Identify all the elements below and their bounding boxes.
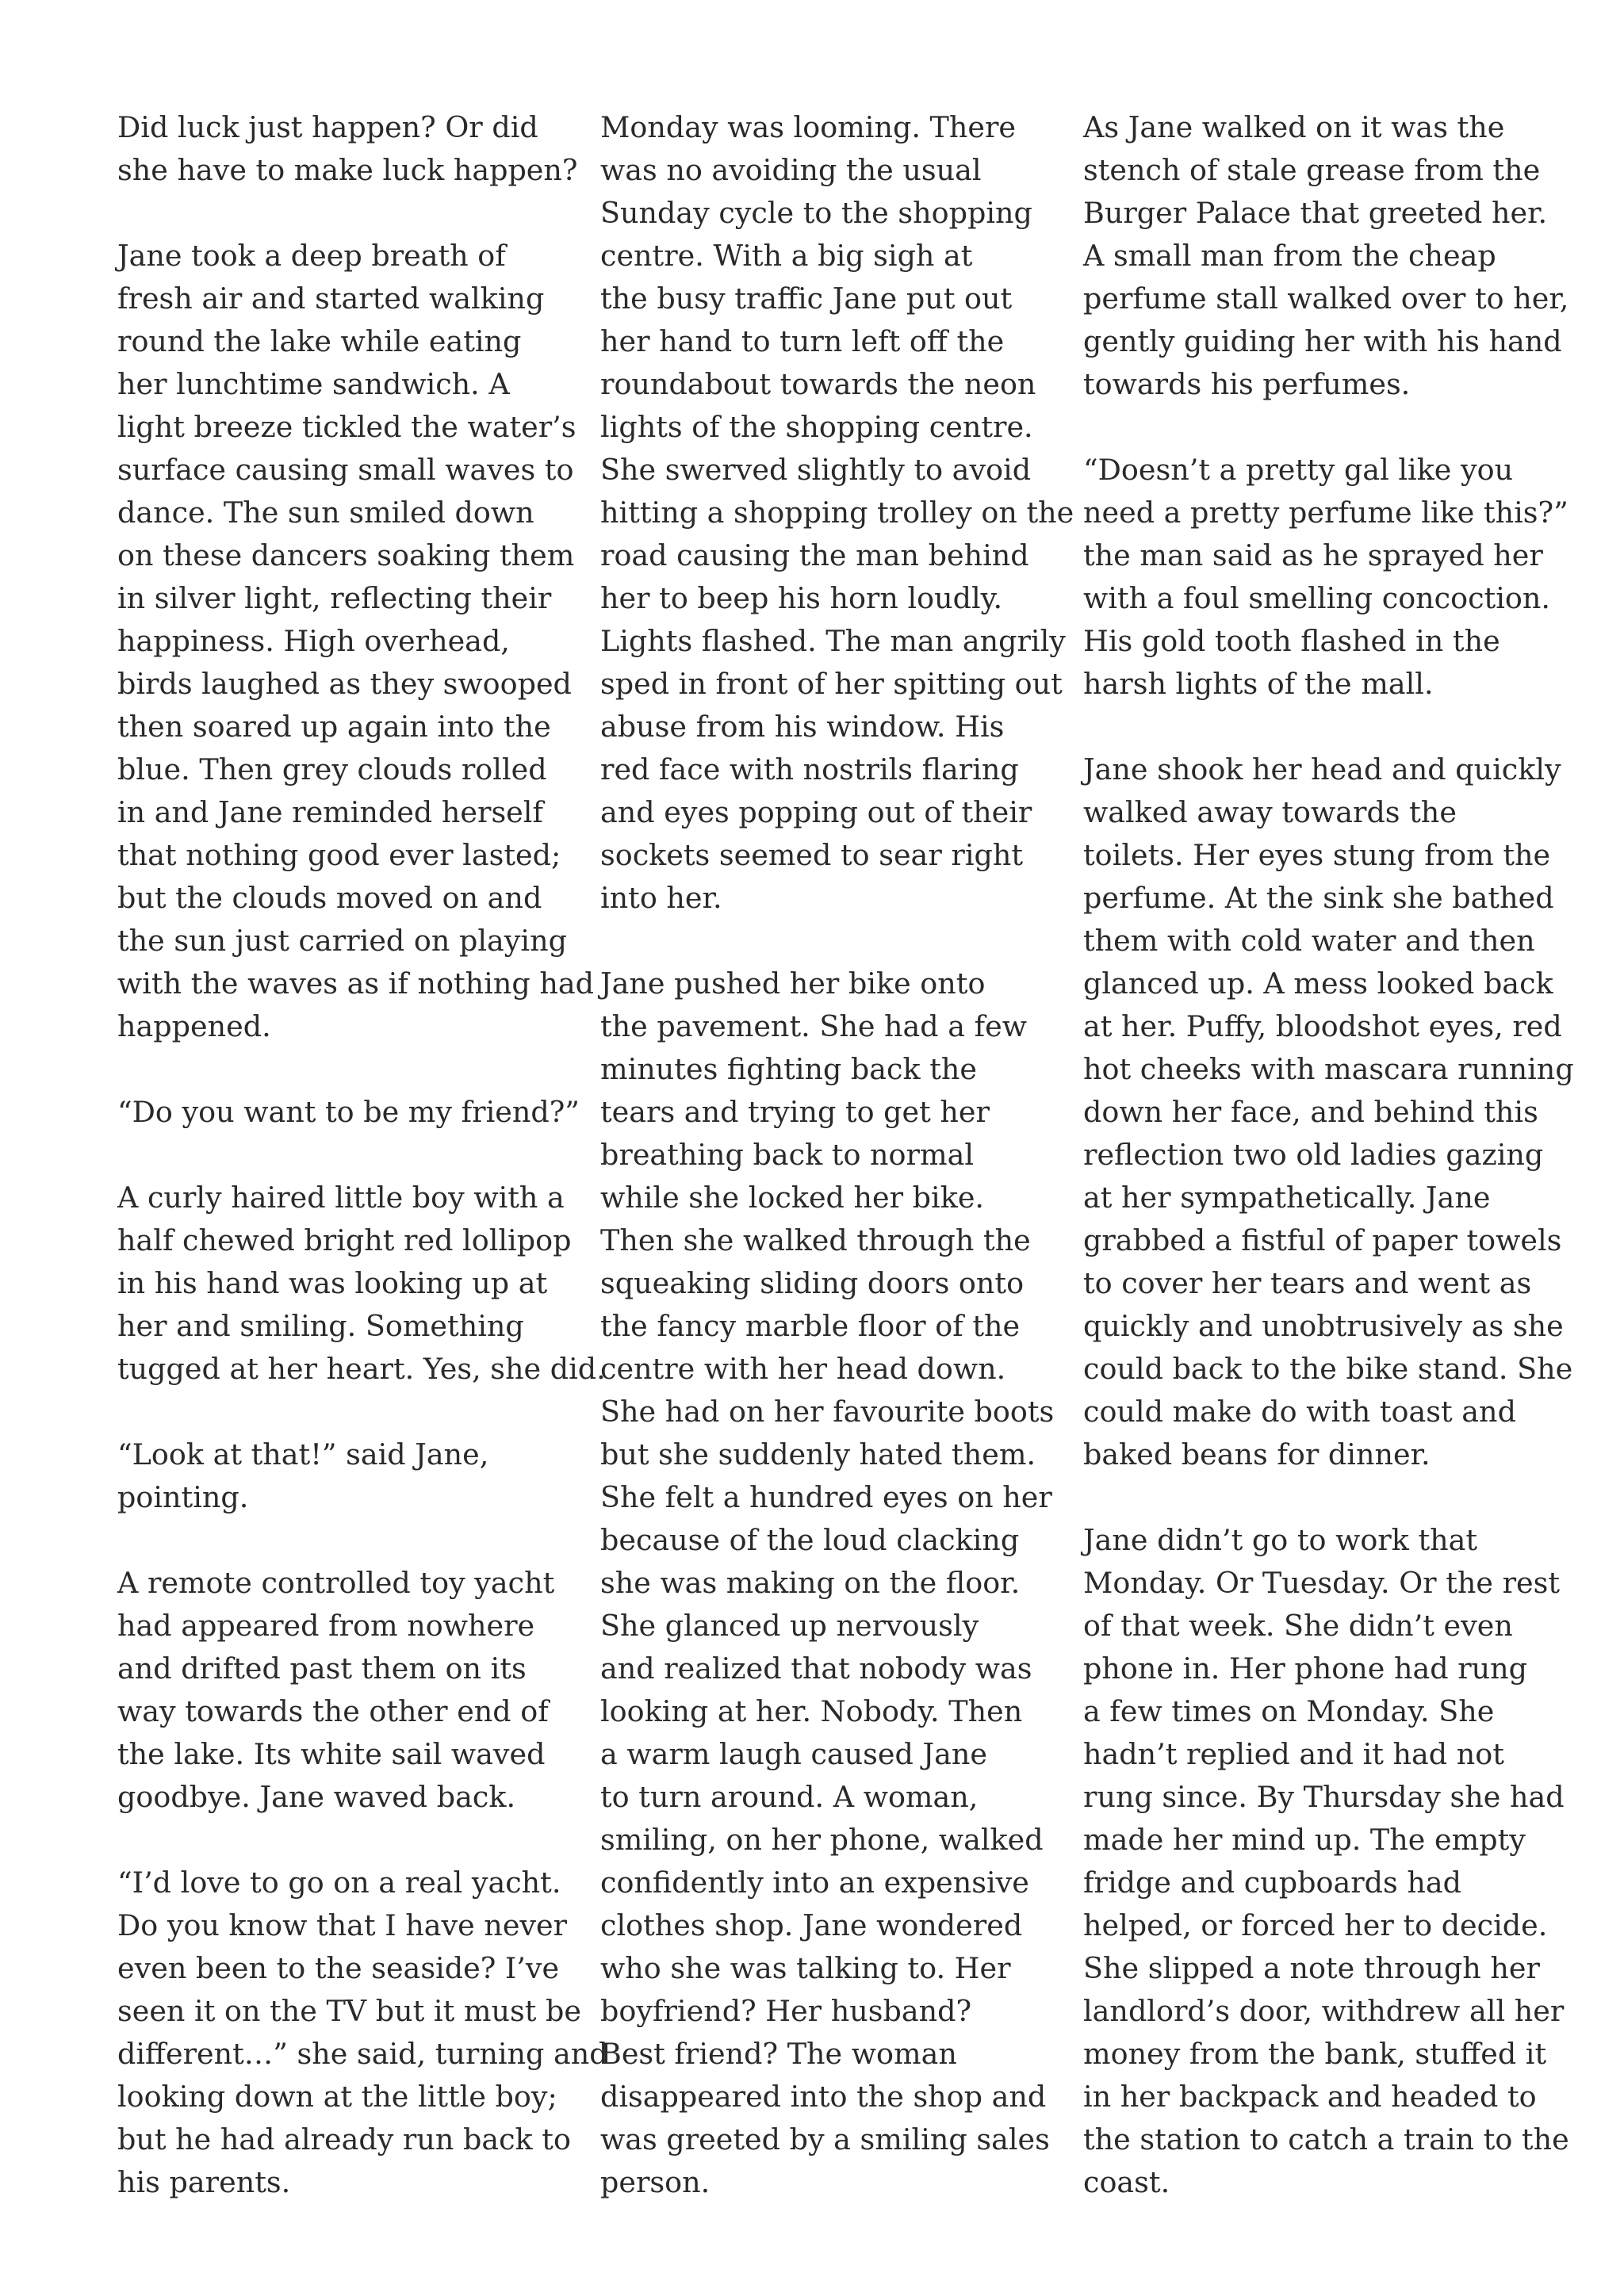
- text-line: that nothing good ever lasted;: [117, 838, 561, 872]
- paragraph: [600, 106, 1074, 920]
- text-line: even been to the seaside? I’ve: [117, 1951, 560, 1985]
- text-line: She swerved slightly to avoid: [600, 453, 1032, 487]
- text-line: light breeze tickled the water’s: [117, 410, 576, 444]
- text-line: She had on her favourite boots: [600, 1395, 1055, 1429]
- text-line: happened.: [117, 1009, 271, 1043]
- text-line: with a foul smelling concoction.: [1083, 581, 1550, 615]
- text-line: abuse from his window. His: [600, 710, 1005, 744]
- text-line: down her face, and behind this: [1083, 1095, 1538, 1129]
- text-line: the fancy marble floor of the: [600, 1309, 1021, 1343]
- text-line: of that week. She didn’t even: [1083, 1609, 1513, 1643]
- text-line: the lake. Its white sail waved: [117, 1737, 546, 1771]
- text-line: toilets. Her eyes stung from the: [1083, 838, 1551, 872]
- paragraph: [1083, 748, 1574, 1476]
- paragraph: [1083, 106, 1569, 406]
- text-line: in his hand was looking up at: [117, 1266, 548, 1300]
- text-line: Jane shook her head and quickly: [1083, 752, 1561, 786]
- text-line: different…” she said, turning and: [117, 2037, 608, 2071]
- text-line: person.: [600, 2165, 710, 2199]
- text-line: her hand to turn left off the: [600, 324, 1005, 358]
- paragraph-gap: [117, 1819, 569, 1862]
- paragraph-gap: [1083, 1476, 1535, 1519]
- text-line: Jane didn’t go to work that: [1083, 1523, 1478, 1557]
- text-line: lights of the shopping centre.: [600, 410, 1033, 444]
- text-line: Burger Palace that greeted her.: [1083, 196, 1548, 230]
- text-line: the station to catch a train to the: [1083, 2122, 1569, 2156]
- text-line: towards his perfumes.: [1083, 367, 1411, 401]
- text-line: centre. With a big sigh at: [600, 239, 973, 273]
- text-line: grabbed a fistful of paper towels: [1083, 1223, 1562, 1257]
- text-line: was no avoiding the usual: [600, 153, 982, 187]
- text-line: fresh air and started walking: [117, 281, 545, 316]
- text-line: the pavement. She had a few: [600, 1009, 1027, 1043]
- text-line: Do you know that I have never: [117, 1908, 568, 1942]
- text-line: Monday was looming. There: [600, 110, 1017, 144]
- text-line: perfume stall walked over to her,: [1083, 281, 1569, 316]
- text-line: way towards the other end of: [117, 1694, 549, 1728]
- text-line: hot cheeks with mascara running: [1083, 1052, 1574, 1086]
- text-line: she was making on the floor.: [600, 1566, 1021, 1600]
- text-line: Lights flashed. The man angrily: [600, 624, 1066, 658]
- text-line: the sun just carried on playing: [117, 924, 567, 958]
- text-line: happiness. High overhead,: [117, 624, 510, 658]
- text-line: to turn around. A woman,: [600, 1780, 979, 1814]
- text-line: her and smiling. Something: [117, 1309, 524, 1343]
- text-line: in and Jane reminded herself: [117, 795, 543, 829]
- text-line: looking at her. Nobody. Then: [600, 1694, 1023, 1728]
- text-line: tugged at her heart. Yes, she did.: [117, 1352, 606, 1386]
- text-column-1: [117, 106, 608, 2204]
- text-line: Sunday cycle to the shopping: [600, 196, 1032, 230]
- text-line: and eyes popping out of their: [600, 795, 1032, 829]
- text-line: clothes shop. Jane wondered: [600, 1908, 1023, 1942]
- text-line: hitting a shopping trolley on the: [600, 496, 1074, 530]
- text-line: landlord’s door, withdrew all her: [1083, 1994, 1565, 2028]
- text-line: his parents.: [117, 2165, 291, 2199]
- text-line: tears and trying to get her: [600, 1095, 990, 1129]
- text-line: dance. The sun smiled down: [117, 496, 534, 530]
- text-line: rung since. By Thursday she had: [1083, 1780, 1565, 1814]
- text-line: made her mind up. The empty: [1083, 1823, 1526, 1857]
- text-line: then soared up again into the: [117, 710, 551, 744]
- text-line: “I’d love to go on a real yacht.: [117, 1866, 561, 1900]
- text-line: half chewed bright red lollipop: [117, 1223, 572, 1257]
- text-line: roundabout towards the neon: [600, 367, 1036, 401]
- paragraph-gap: [117, 1048, 569, 1091]
- paragraph: [117, 1562, 569, 1819]
- text-line: fridge and cupboards had: [1083, 1866, 1461, 1900]
- paragraph-gap: [600, 920, 1052, 962]
- text-line: and realized that nobody was: [600, 1651, 1032, 1686]
- text-line: breathing back to normal: [600, 1138, 975, 1172]
- paragraph: [117, 1862, 608, 2204]
- text-line: Then she walked through the: [600, 1223, 1031, 1257]
- text-line: reflection two old ladies gazing: [1083, 1138, 1544, 1172]
- paragraph-gap: [1083, 406, 1535, 449]
- text-line: looking down at the little boy;: [117, 2080, 557, 2114]
- paragraph-gap: [117, 1519, 569, 1562]
- text-line: squeaking sliding doors onto: [600, 1266, 1025, 1300]
- text-line: Did luck just happen? Or did: [117, 110, 538, 144]
- paragraph: [117, 1433, 569, 1519]
- paragraph: [1083, 449, 1568, 706]
- text-line: but he had already run back to: [117, 2122, 571, 2156]
- text-line: “Look at that!” said Jane,: [117, 1437, 489, 1471]
- text-line: walked away towards the: [1083, 795, 1457, 829]
- text-line: she have to make luck happen?: [117, 153, 578, 187]
- text-line: into her.: [600, 881, 722, 915]
- text-line: Jane pushed her bike onto: [600, 966, 986, 1001]
- text-line: but she suddenly hated them.: [600, 1437, 1036, 1471]
- text-line: “Doesn’t a pretty gal like you: [1083, 453, 1514, 487]
- paragraph: [117, 235, 594, 1048]
- paragraph-gap: [117, 192, 569, 235]
- text-line: her lunchtime sandwich. A: [117, 367, 510, 401]
- text-line: in her backpack and headed to: [1083, 2080, 1537, 2114]
- text-line: at her. Puffy, bloodshot eyes, red: [1083, 1009, 1562, 1043]
- text-line: quickly and unobtrusively as she: [1083, 1309, 1564, 1343]
- text-line: disappeared into the shop and: [600, 2080, 1047, 2114]
- text-line: could back to the bike stand. She: [1083, 1352, 1573, 1386]
- text-line: helped, or forced her to decide.: [1083, 1908, 1548, 1942]
- text-line: them with cold water and then: [1083, 924, 1535, 958]
- text-line: “Do you want to be my friend?”: [117, 1095, 580, 1129]
- text-line: but the clouds moved on and: [117, 881, 542, 915]
- text-line: hadn’t replied and it had not: [1083, 1737, 1504, 1771]
- text-line: As Jane walked on it was the: [1083, 110, 1505, 144]
- paragraph: [1083, 1519, 1569, 2204]
- text-line: to cover her tears and went as: [1083, 1266, 1532, 1300]
- text-line: road causing the man behind: [600, 538, 1029, 572]
- text-line: harsh lights of the mall.: [1083, 667, 1434, 701]
- text-line: coast.: [1083, 2165, 1170, 2199]
- text-line: A curly haired little boy with a: [117, 1181, 565, 1215]
- text-line: Monday. Or Tuesday. Or the rest: [1083, 1566, 1561, 1600]
- text-line: baked beans for dinner.: [1083, 1437, 1431, 1471]
- paragraph: [117, 1177, 606, 1391]
- text-line: and drifted past them on its: [117, 1651, 527, 1686]
- text-line: glanced up. A mess looked back: [1083, 966, 1553, 1001]
- text-line: She glanced up nervously: [600, 1609, 979, 1643]
- text-line: pointing.: [117, 1480, 249, 1514]
- text-line: confidently into an expensive: [600, 1866, 1029, 1900]
- text-line: while she locked her bike.: [600, 1181, 985, 1215]
- paragraph-gap: [1083, 706, 1535, 748]
- text-line: money from the bank, stuffed it: [1083, 2037, 1547, 2071]
- text-line: gently guiding her with his hand: [1083, 324, 1562, 358]
- text-line: seen it on the TV but it must be: [117, 1994, 581, 2028]
- text-line: round the lake while eating: [117, 324, 522, 358]
- text-line: a few times on Monday. She: [1083, 1694, 1495, 1728]
- text-line: smiling, on her phone, walked: [600, 1823, 1044, 1857]
- text-line: His gold tooth flashed in the: [1083, 624, 1500, 658]
- text-line: in silver light, reflecting their: [117, 581, 552, 615]
- text-line: Best friend? The woman: [600, 2037, 957, 2071]
- text-line: who she was talking to. Her: [600, 1951, 1011, 1985]
- text-line: She felt a hundred eyes on her: [600, 1480, 1052, 1514]
- text-line: could make do with toast and: [1083, 1395, 1516, 1429]
- text-column-2: [600, 106, 1074, 2204]
- text-line: had appeared from nowhere: [117, 1609, 535, 1643]
- text-line: A small man from the cheap: [1083, 239, 1496, 273]
- text-line: her to beep his horn loudly.: [600, 581, 1003, 615]
- paragraph: [117, 106, 578, 192]
- text-line: need a pretty perfume like this?”: [1083, 496, 1568, 530]
- text-line: a warm laugh caused Jane: [600, 1737, 987, 1771]
- text-line: A remote controlled toy yacht: [117, 1566, 555, 1600]
- text-line: perfume. At the sink she bathed: [1083, 881, 1554, 915]
- paragraph: [117, 1091, 580, 1134]
- text-line: boyfriend? Her husband?: [600, 1994, 972, 2028]
- text-line: blue. Then grey clouds rolled: [117, 752, 547, 786]
- text-line: birds laughed as they swooped: [117, 667, 572, 701]
- text-line: the man said as he sprayed her: [1083, 538, 1543, 572]
- text-line: goodbye. Jane waved back.: [117, 1780, 516, 1814]
- text-line: surface causing small waves to: [117, 453, 574, 487]
- text-line: minutes fighting back the: [600, 1052, 977, 1086]
- text-line: red face with nostrils flaring: [600, 752, 1019, 786]
- text-line: stench of stale grease from the: [1083, 153, 1541, 187]
- paragraph-gap: [117, 1134, 569, 1177]
- text-line: because of the loud clacking: [600, 1523, 1020, 1557]
- text-line: She slipped a note through her: [1083, 1951, 1540, 1985]
- paragraph-gap: [117, 1391, 569, 1433]
- text-line: at her sympathetically. Jane: [1083, 1181, 1491, 1215]
- text-line: sockets seemed to sear right: [600, 838, 1024, 872]
- text-line: was greeted by a smiling sales: [600, 2122, 1050, 2156]
- paragraph: [600, 962, 1055, 2204]
- text-line: centre with her head down.: [600, 1352, 1006, 1386]
- text-line: on these dancers soaking them: [117, 538, 575, 572]
- text-line: phone in. Her phone had rung: [1083, 1651, 1528, 1686]
- text-line: sped in front of her spitting out: [600, 667, 1063, 701]
- text-column-3: [1083, 106, 1574, 2204]
- text-line: Jane took a deep breath of: [117, 239, 506, 273]
- text-line: the busy traffic Jane put out: [600, 281, 1013, 316]
- text-line: with the waves as if nothing had: [117, 966, 594, 1001]
